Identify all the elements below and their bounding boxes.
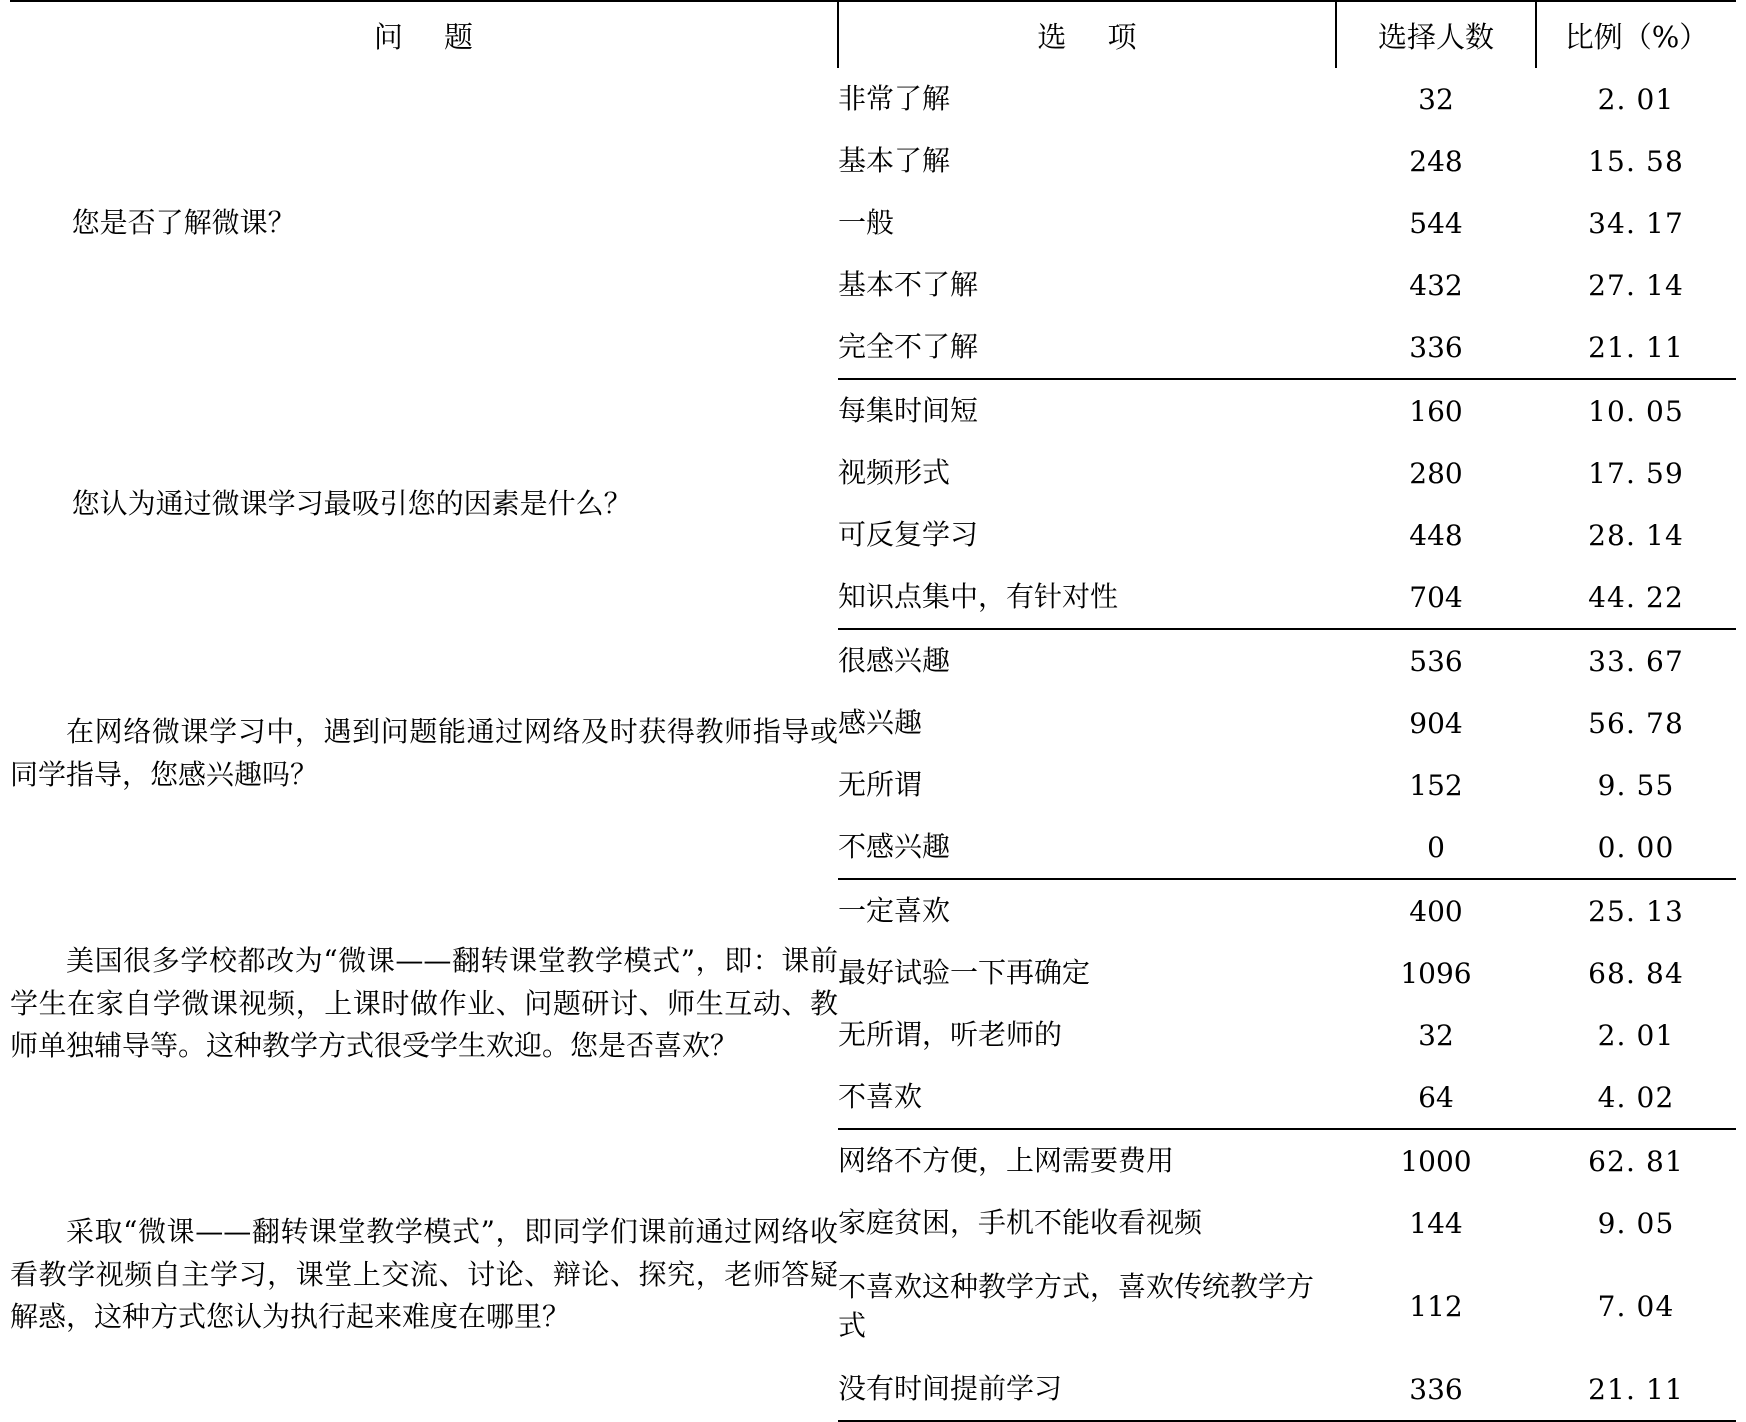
percent-cell: 15. 58: [1588, 144, 1684, 178]
count-cell: 144: [1409, 1206, 1463, 1240]
count-cell: 336: [1336, 316, 1536, 379]
question-cell: 您是否了解微课？: [71, 206, 296, 240]
option-cell: 一般: [838, 206, 895, 240]
table-body: [10, 68, 1736, 1421]
count-cell: 1000: [1400, 1144, 1472, 1178]
count-cell: 0: [1336, 816, 1536, 879]
option-cell: 不感兴趣: [838, 816, 1336, 879]
percent-cell: 4. 02: [1536, 1066, 1736, 1129]
table-row: [10, 379, 1736, 442]
header-row: [10, 1, 1736, 68]
question-cell: 采取“微课——翻转课堂教学模式”，即同学们课前通过网络收看教学视频自主学习，课堂上交流、讨论、辩论、探究，老师答疑解惑，这种方式您认为执行起来难度在哪里？: [10, 1215, 838, 1334]
header-option: 选 项: [838, 1, 1336, 68]
count-cell: 448: [1409, 518, 1463, 552]
option-cell: 知识点集中，有针对性: [838, 566, 1336, 629]
option-cell: 网络不方便，上网需要费用: [838, 1144, 1175, 1178]
count-cell: 152: [1409, 768, 1463, 802]
count-cell: 160: [1409, 394, 1463, 428]
question-cell: 您认为通过微课学习最吸引您的因素是什么？: [71, 486, 632, 520]
table-row: [10, 629, 1736, 692]
percent-cell: 17. 59: [1588, 456, 1684, 490]
percent-cell: 28. 14: [1588, 518, 1684, 552]
option-cell: 完全不了解: [838, 316, 1336, 379]
count-cell: 112: [1409, 1289, 1463, 1323]
question-cell: 美国很多学校都改为“微课——翻转课堂教学模式”，即：课前学生在家自学微课视频，上课时做作业、问题研讨、师生互动、教师单独辅导等。这种教学方式很受学生欢迎。您是否喜欢？: [10, 944, 838, 1063]
option-cell: 可反复学习: [838, 518, 979, 552]
percent-cell: 0. 00: [1536, 816, 1736, 879]
option-cell: 感兴趣: [838, 706, 923, 740]
option-cell: 基本不了解: [838, 268, 979, 302]
option-cell: 家庭贫困，手机不能收看视频: [838, 1206, 1203, 1240]
option-cell: 无所谓: [838, 768, 923, 802]
count-cell: 64: [1336, 1066, 1536, 1129]
table-row: [10, 879, 1736, 942]
header-question: 问 题: [10, 1, 838, 68]
percent-cell: 68. 84: [1588, 956, 1684, 990]
count-cell: 400: [1409, 894, 1463, 928]
option-cell: 每集时间短: [838, 394, 979, 428]
option-cell: 不喜欢这种教学方式，喜欢传统教学方式: [838, 1269, 1315, 1342]
count-cell: 544: [1409, 206, 1463, 240]
count-cell: 704: [1336, 566, 1536, 629]
count-cell: 536: [1409, 644, 1463, 678]
percent-cell: 25. 13: [1588, 894, 1684, 928]
percent-cell: 21. 11: [1536, 1358, 1736, 1421]
option-cell: 视频形式: [838, 456, 951, 490]
percent-cell: 44. 22: [1536, 566, 1736, 629]
table-header: [10, 1, 1736, 68]
table-row: [10, 1129, 1736, 1192]
option-cell: 没有时间提前学习: [838, 1358, 1336, 1421]
table-row: [10, 68, 1736, 130]
count-cell: 432: [1409, 268, 1463, 302]
option-cell: 非常了解: [838, 82, 951, 116]
count-cell: 32: [1418, 1018, 1454, 1052]
count-cell: 248: [1409, 144, 1463, 178]
percent-cell: 7. 04: [1597, 1289, 1675, 1323]
percent-cell: 2. 01: [1597, 82, 1675, 116]
count-cell: 336: [1336, 1358, 1536, 1421]
percent-cell: 27. 14: [1588, 268, 1684, 302]
count-cell: 904: [1409, 706, 1463, 740]
option-cell: 无所谓，听老师的: [838, 1018, 1063, 1052]
header-percent: 比例（%）: [1564, 19, 1709, 54]
percent-cell: 33. 67: [1588, 644, 1684, 678]
percent-cell: 2. 01: [1597, 1018, 1675, 1052]
option-cell: 不喜欢: [838, 1066, 1336, 1129]
option-cell: 最好试验一下再确定: [838, 956, 1091, 990]
percent-cell: 56. 78: [1588, 706, 1684, 740]
survey-results-table: [10, 0, 1736, 1422]
percent-cell: 21. 11: [1536, 316, 1736, 379]
percent-cell: 62. 81: [1588, 1144, 1684, 1178]
count-cell: 1096: [1400, 956, 1472, 990]
option-cell: 一定喜欢: [838, 894, 951, 928]
option-cell: 很感兴趣: [838, 644, 951, 678]
header-count: 选择人数: [1336, 1, 1536, 68]
count-cell: 32: [1418, 82, 1454, 116]
percent-cell: 34. 17: [1588, 206, 1684, 240]
percent-cell: 9. 05: [1597, 1206, 1675, 1240]
percent-cell: 10. 05: [1588, 394, 1684, 428]
option-cell: 基本了解: [838, 144, 951, 178]
question-cell: 在网络微课学习中，遇到问题能通过网络及时获得教师指导或同学指导，您感兴趣吗？: [10, 715, 838, 791]
percent-cell: 9. 55: [1597, 768, 1675, 802]
count-cell: 280: [1409, 456, 1463, 490]
